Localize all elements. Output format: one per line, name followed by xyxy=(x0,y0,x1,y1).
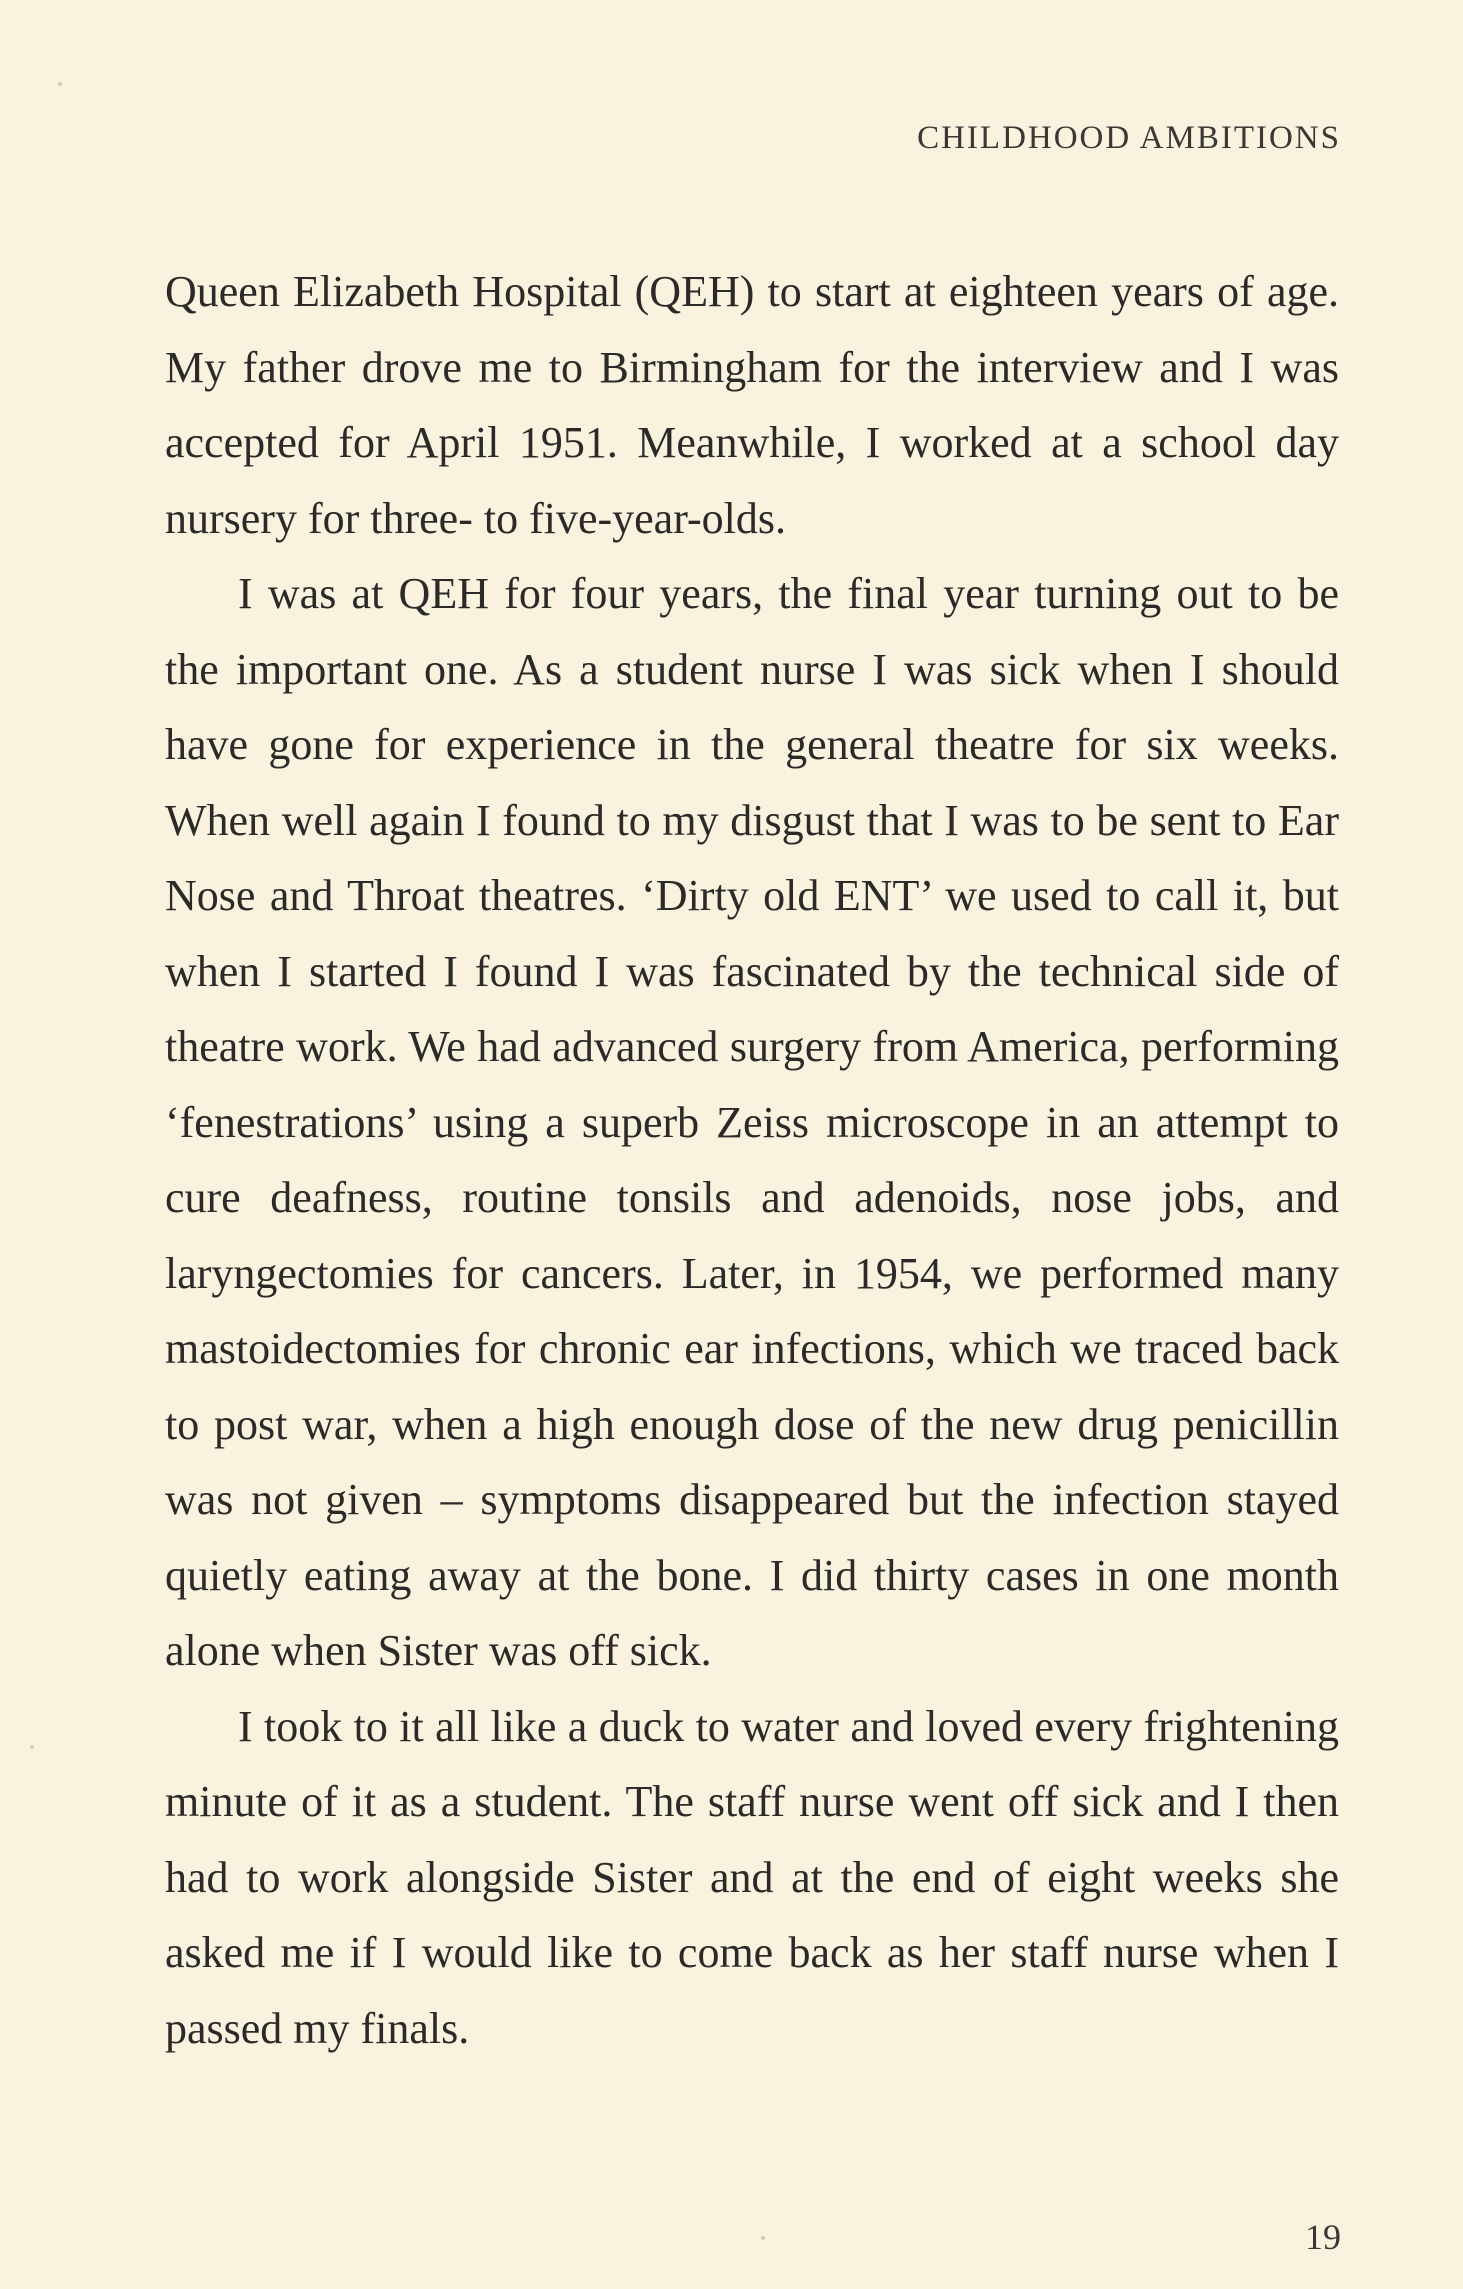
page-number: 19 xyxy=(1305,2217,1341,2257)
running-head: CHILDHOOD AMBITIONS xyxy=(917,120,1341,156)
paragraph-staff-nurse: I took to it all like a duck to water and loved every frightening minute of it as a student. The staff nurse went off sick and I then had to work alongside Sister and at the end of eight weeks she asked me if I would like to come back as her staff nurse when I passed my finals. xyxy=(165,1701,1339,2053)
paragraph-continuation: Queen Elizabeth Hospital (QEH) to start at eighteen years of age. My father drove me to Birmingham for the interview and I was accepted for April 1951. Meanwhile, I worked at a school day nursery for three- to five-year-olds. xyxy=(165,267,1339,543)
paragraph-qeh-years: I was at QEH for four years, the final year turning out to be the important one. As a student nurse I was sick when I should have gone for experience in the general theatre for six weeks. When well again I found to my disgust that I was to be sent to Ear Nose and Throat theatres. ‘Dirty old ENT’ we used to call it, but when I started I found I was fascinated by the technical side of theatre work. We had advanced surgery from America, performing ‘fenestrations’ using a superb Zeiss microscope in an attempt to cure deafness, routine tonsils and adenoids, nose jobs, and laryngectomies for cancers. Later, in 1954, we performed many mastoidectomies for chronic ear infections, which we traced back to post war, when a high enough dose of the new drug penicillin was not given – symptoms disappeared but the infection stayed quietly eating away at the bone. I did thirty cases in one month alone when Sister was off sick. xyxy=(165,569,1339,1675)
paper-speck xyxy=(30,1745,34,1749)
paper-speck xyxy=(761,2236,765,2240)
body-text xyxy=(165,254,1339,2066)
paper-speck xyxy=(58,82,62,86)
